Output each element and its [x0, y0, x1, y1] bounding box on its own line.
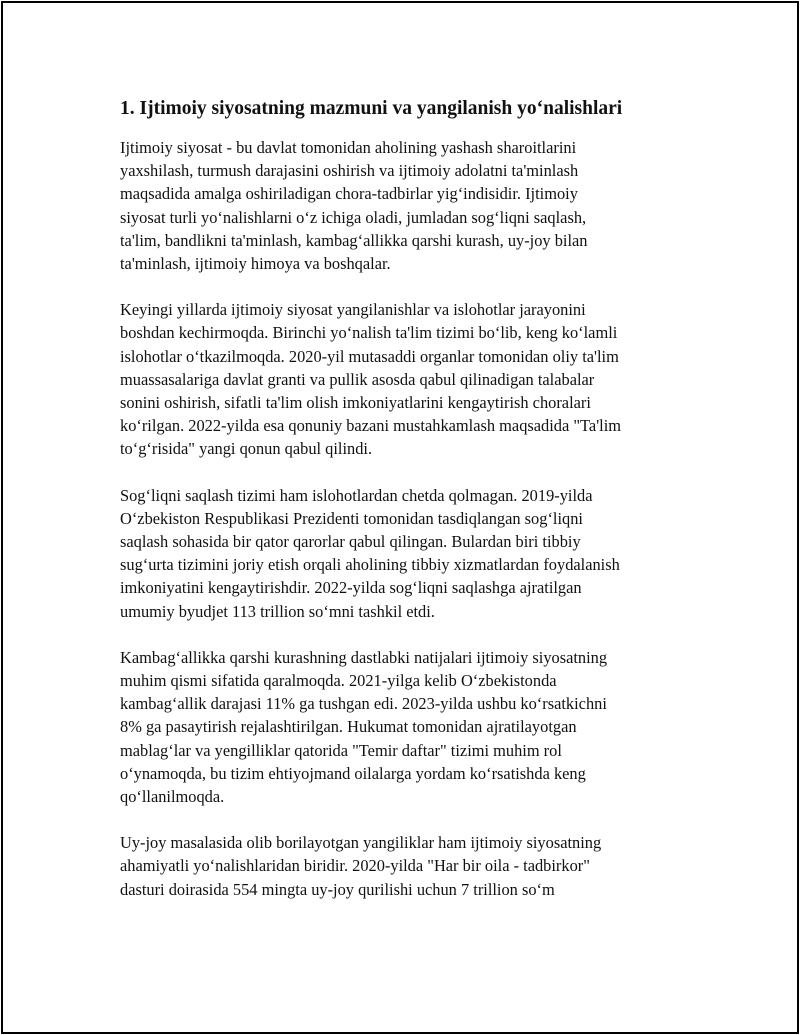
- paragraph-line: muhim qismi sifatida qaralmoqda. 2021-yilga kelib Oʻzbekistonda: [120, 671, 557, 691]
- paragraph-line: Uy-joy masalasida olib borilayotgan yangiliklar ham ijtimoiy siyosatning: [120, 833, 602, 853]
- paragraph-line: dasturi doirasida 554 mingta uy-joy qurilishi uchun 7 trillion soʻm: [120, 879, 555, 899]
- paragraph-line: Kambagʻallikka qarshi kurashning dastlabki natijalari ijtimoiy siyosatning: [120, 647, 608, 667]
- paragraph-line: qoʻllanilmoqda.: [120, 787, 225, 807]
- paragraph-line: yaxshilash, turmush darajasini oshirish va ijtimoiy adolatni ta'minlash: [120, 161, 579, 181]
- paragraph-line: ta'minlash, ijtimoiy himoya va boshqalar.: [120, 254, 391, 274]
- paragraph-healthcare-reforms: [120, 484, 700, 623]
- paragraph-poverty-reduction: [120, 646, 700, 808]
- paragraph-line: maqsadida amalga oshiriladigan chora-tadbirlar yigʻindisidir. Ijtimoiy: [120, 184, 578, 204]
- paragraph-line: koʻrilgan. 2022-yilda esa qonuniy bazani mustahkamlash maqsadida "Ta'lim: [120, 416, 622, 436]
- paragraph-line: ahamiyatli yoʻnalishlaridan biridir. 2020-yilda "Har bir oila - tadbirkor": [120, 856, 590, 876]
- paragraph-education-reforms: [120, 298, 700, 460]
- paragraph-line: ta'lim, bandlikni ta'minlash, kambagʻallikka qarshi kurash, uy-joy bilan: [120, 230, 588, 250]
- paragraph-line: 8% ga pasaytirish rejalashtirilgan. Hukumat tomonidan ajratilayotgan: [120, 717, 577, 737]
- paragraph-line: saqlash sohasida bir qator qarorlar qabul qilingan. Bulardan biri tibbiy: [120, 532, 581, 552]
- paragraph-line: Sogʻliqni saqlash tizimi ham islohotlardan chetda qolmagan. 2019-yilda: [120, 485, 593, 505]
- document-body: [120, 95, 700, 924]
- section-heading: 1. Ijtimoiy siyosatning mazmuni va yangilanish yoʻnalishlari: [120, 98, 623, 119]
- paragraph-line: siyosat turli yoʻnalishlarni oʻz ichiga oladi, jumladan sogʻliqni saqlash,: [120, 207, 587, 227]
- paragraph-line: mablagʻlar va yengilliklar qatorida "Temir daftar" tizimi muhim rol: [120, 740, 562, 760]
- paragraph-social-policy-definition: [120, 136, 700, 275]
- paragraph-line: toʻgʻrisida" yangi qonun qabul qilindi.: [120, 439, 373, 459]
- paragraph-housing-policy: [120, 831, 700, 901]
- paragraph-line: umumiy byudjet 113 trillion soʻmni tashkil etdi.: [120, 601, 435, 621]
- paragraph-line: Keyingi yillarda ijtimoiy siyosat yangilanishlar va islohotlar jarayonini: [120, 300, 586, 320]
- paragraph-line: muassasalariga davlat granti va pullik asosda qabul qilinadigan talabalar: [120, 369, 595, 389]
- paragraph-line: kambagʻallik darajasi 11% ga tushgan edi. 2023-yilda ushbu koʻrsatkichni: [120, 694, 607, 714]
- paragraph-line: islohotlar oʻtkazilmoqda. 2020-yil mutasaddi organlar tomonidan oliy ta'lim: [120, 346, 619, 366]
- paragraph-line: oʻynamoqda, bu tizim ehtiyojmand oilalarga yordam koʻrsatishda keng: [120, 763, 586, 783]
- paragraph-line: boshdan kechirmoqda. Birinchi yoʻnalish ta'lim tizimi boʻlib, keng koʻlamli: [120, 323, 618, 343]
- page-frame: [1, 1, 799, 1034]
- paragraph-line: imkoniyatini kengaytirishdir. 2022-yilda sogʻliqni saqlashga ajratilgan: [120, 578, 582, 598]
- paragraph-line: sonini oshirish, sifatli ta'lim olish imkoniyatlarini kengaytirish choralari: [120, 393, 591, 413]
- paragraph-line: Oʻzbekiston Respublikasi Prezidenti tomonidan tasdiqlangan sogʻliqni: [120, 508, 583, 528]
- paragraph-line: sugʻurta tizimini joriy etish orqali aholining tibbiy xizmatlardan foydalanish: [120, 555, 620, 575]
- paragraph-line: Ijtimoiy siyosat - bu davlat tomonidan aholining yashash sharoitlarini: [120, 138, 577, 157]
